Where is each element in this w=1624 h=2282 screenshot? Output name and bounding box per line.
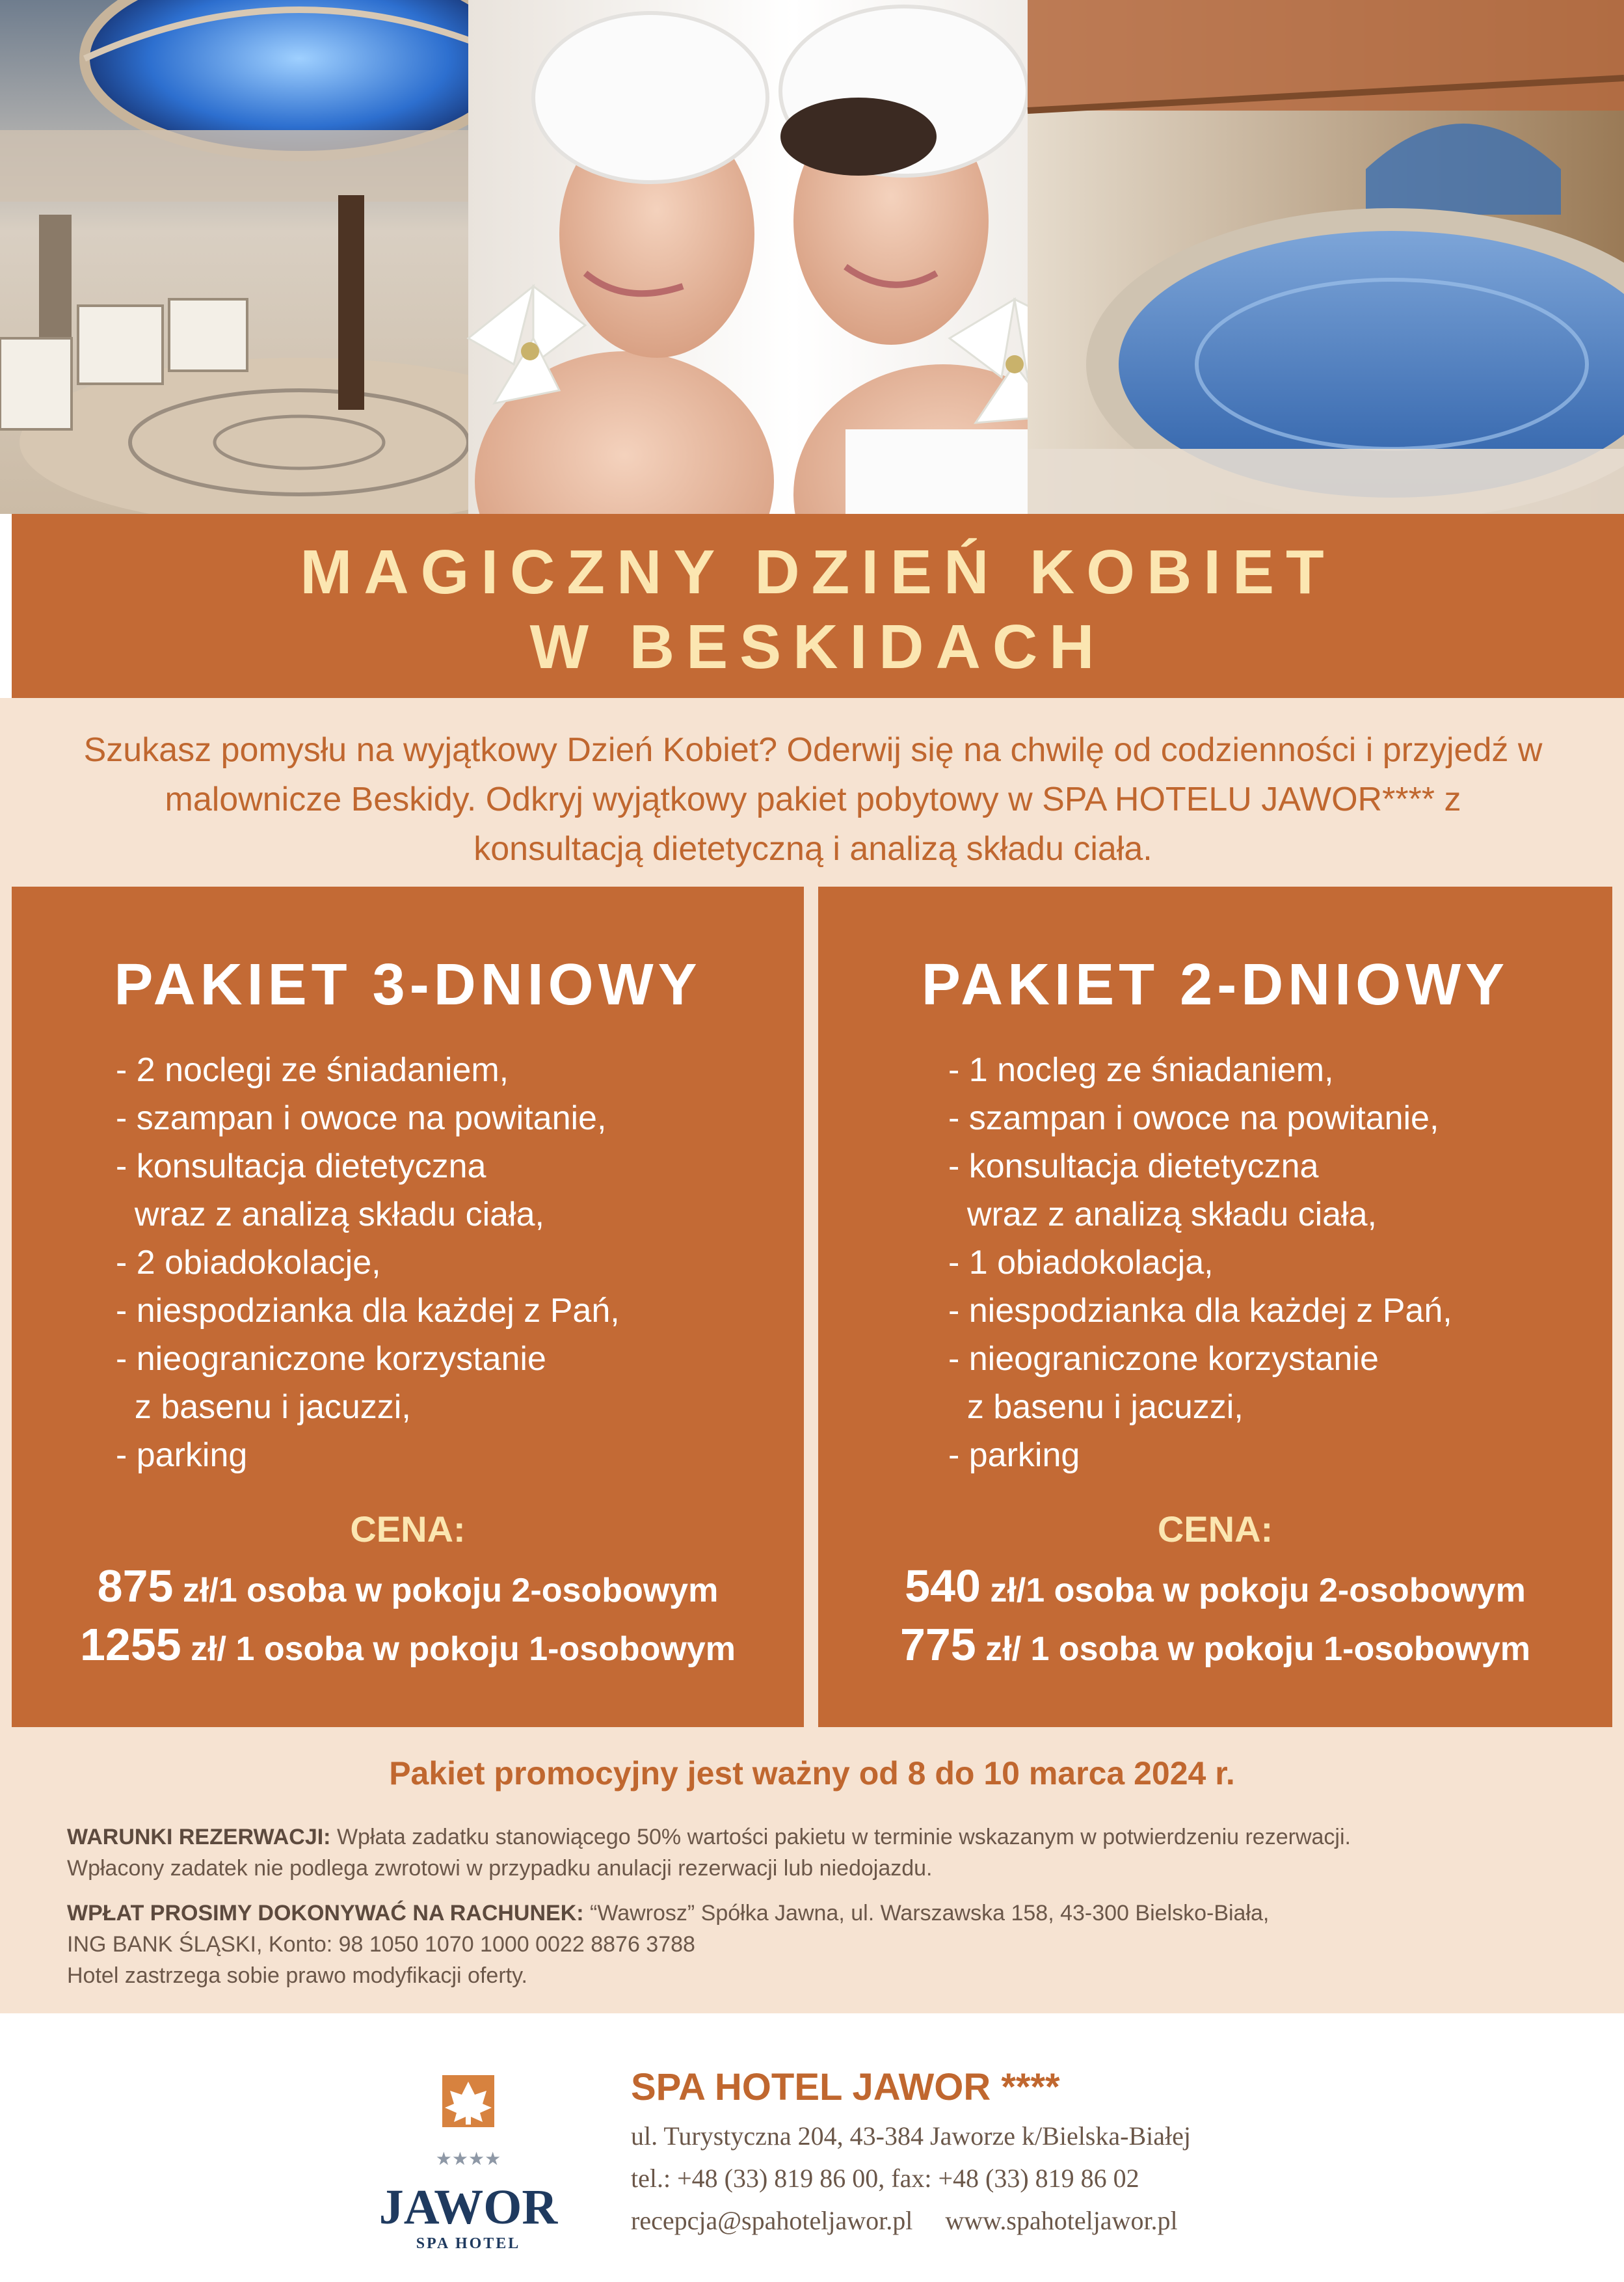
package-item: - nieograniczone korzystanie [948,1340,1379,1378]
maple-leaf-icon [364,2075,572,2270]
package-item: - 1 obiadokolacja, [948,1244,1214,1282]
footer [0,2013,1624,2282]
logo-name: JAWOR [379,2180,558,2235]
package-item: - konsultacja dietetyczna [116,1148,486,1185]
price-double-room [818,1560,1612,1612]
package-item: - parking [116,1436,248,1474]
package-item: - konsultacja dietetyczna [948,1148,1319,1185]
package-item: - 2 noclegi ze śniadaniem, [116,1051,509,1089]
hotel-web-contacts [631,2205,1178,2236]
reservation-terms [67,1821,1563,1884]
lounger [78,306,163,384]
price-single-room [12,1618,804,1671]
terms-section [0,1727,1624,2013]
logo-stars: ★★★★ [435,2148,501,2169]
price-amount: 775 [899,1619,976,1670]
package-item: z basenu i jacuzzi, [116,1388,411,1426]
price-amount: 875 [97,1561,174,1611]
reservation-terms-label: WARUNKI REZERWACJI: [67,1825,331,1849]
title-band [12,514,1624,698]
package-item: - nieograniczone korzystanie [116,1340,546,1378]
hotel-address: ul. Turystyczna 204, 43-384 Jaworze k/Bielska-Białej [631,2121,1191,2151]
hero-photo [0,0,1624,514]
intro-section [0,698,1624,887]
package-items [116,1046,620,1479]
price-description: zł/1 osoba w pokoju 2-osobowym [980,1572,1526,1609]
price-description: zł/1 osoba w pokoju 2-osobowym [173,1572,719,1609]
hotel-logo [364,2075,572,2270]
package-item: z basenu i jacuzzi, [948,1388,1244,1426]
package-title: PAKIET 2-DNIOWY [921,952,1510,1017]
package-item: - 2 obiadokolacje, [116,1244,381,1282]
package-item: - niespodzianka dla każdej z Pań, [116,1292,620,1330]
email-link[interactable]: recepcja@spahoteljawor.pl [631,2206,913,2235]
page-title-line-2: W BESKIDACH [529,612,1106,682]
package-item: - niespodzianka dla każdej z Pań, [948,1292,1452,1330]
packages-section [0,887,1624,1727]
payment-terms-text: “Wawrosz” Spółka Jawna, ul. Warszawska 158, 43-300 Bielsko-Biała, [583,1901,1270,1926]
hotel-phone: tel.: +48 (33) 819 86 00, fax: +48 (33) 819 86 02 [631,2164,1139,2193]
reservation-terms-text-2: Wpłacony zadatek nie podlega zwrotowi w przypadku anulacji rezerwacji lub niedojazdu. [67,1856,933,1881]
website-link[interactable]: www.spahoteljawor.pl [945,2206,1178,2235]
hotel-name: SPA HOTEL JAWOR **** [631,2066,1060,2108]
package-item: wraz z analizą składu ciała, [948,1196,1377,1233]
package-items [948,1046,1452,1479]
package-title: PAKIET 3-DNIOWY [114,952,702,1017]
package-item: wraz z analizą składu ciała, [116,1196,544,1233]
package-item: - 1 nocleg ze śniadaniem, [948,1051,1334,1089]
page-title-line-1: MAGICZNY DZIEŃ KOBIET [300,537,1336,607]
package-3-day [12,887,804,1727]
price-amount: 1255 [79,1619,181,1670]
package-item: - szampan i owoce na powitanie, [948,1099,1439,1137]
price-amount: 540 [905,1561,981,1611]
bank-account: ING BANK ŚLĄSKI, Konto: 98 1050 1070 1000 0022 8876 3788 [67,1932,695,1957]
intro-paragraph: Szukasz pomysłu na wyjątkowy Dzień Kobiet? Oderwij się na chwilę od codzienności i przyjedź w malownicze Beskidy. Odkryj wyjątkowy pakiet pobytowy w SPA HOTELU JAWOR**** z konsultacją dietetyczną i analizą składu ciała. [83,731,1543,868]
column [338,195,364,410]
towel-left [533,13,767,182]
package-item: - szampan i owoce na powitanie, [116,1099,607,1137]
price-double-room [12,1560,804,1612]
payment-terms [67,1898,1563,1991]
modification-notice: Hotel zastrzega sobie prawo modyfikacji oferty. [67,1963,528,1988]
hero-illustration [0,0,1624,514]
package-2-day [818,887,1612,1727]
price-label: CENA: [350,1509,466,1550]
price-single-room [818,1618,1612,1671]
price-description: zł/ 1 osoba w pokoju 1-osobowym [976,1630,1531,1668]
promo-validity: Pakiet promocyjny jest ważny od 8 do 10 marca 2024 r. [389,1755,1235,1792]
logo-subtitle: SPA HOTEL [416,2235,521,2252]
package-item: - parking [948,1436,1080,1474]
reservation-terms-text: Wpłata zadatku stanowiącego 50% wartości pakietu w terminie wskazanym w potwierdzeniu rezerwacji. [330,1825,1351,1849]
price-description: zł/ 1 osoba w pokoju 1-osobowym [181,1630,736,1668]
payment-terms-label: WPŁAT PROSIMY DOKONYWAĆ NA RACHUNEK: [67,1901,584,1926]
price-label: CENA: [1157,1509,1273,1550]
